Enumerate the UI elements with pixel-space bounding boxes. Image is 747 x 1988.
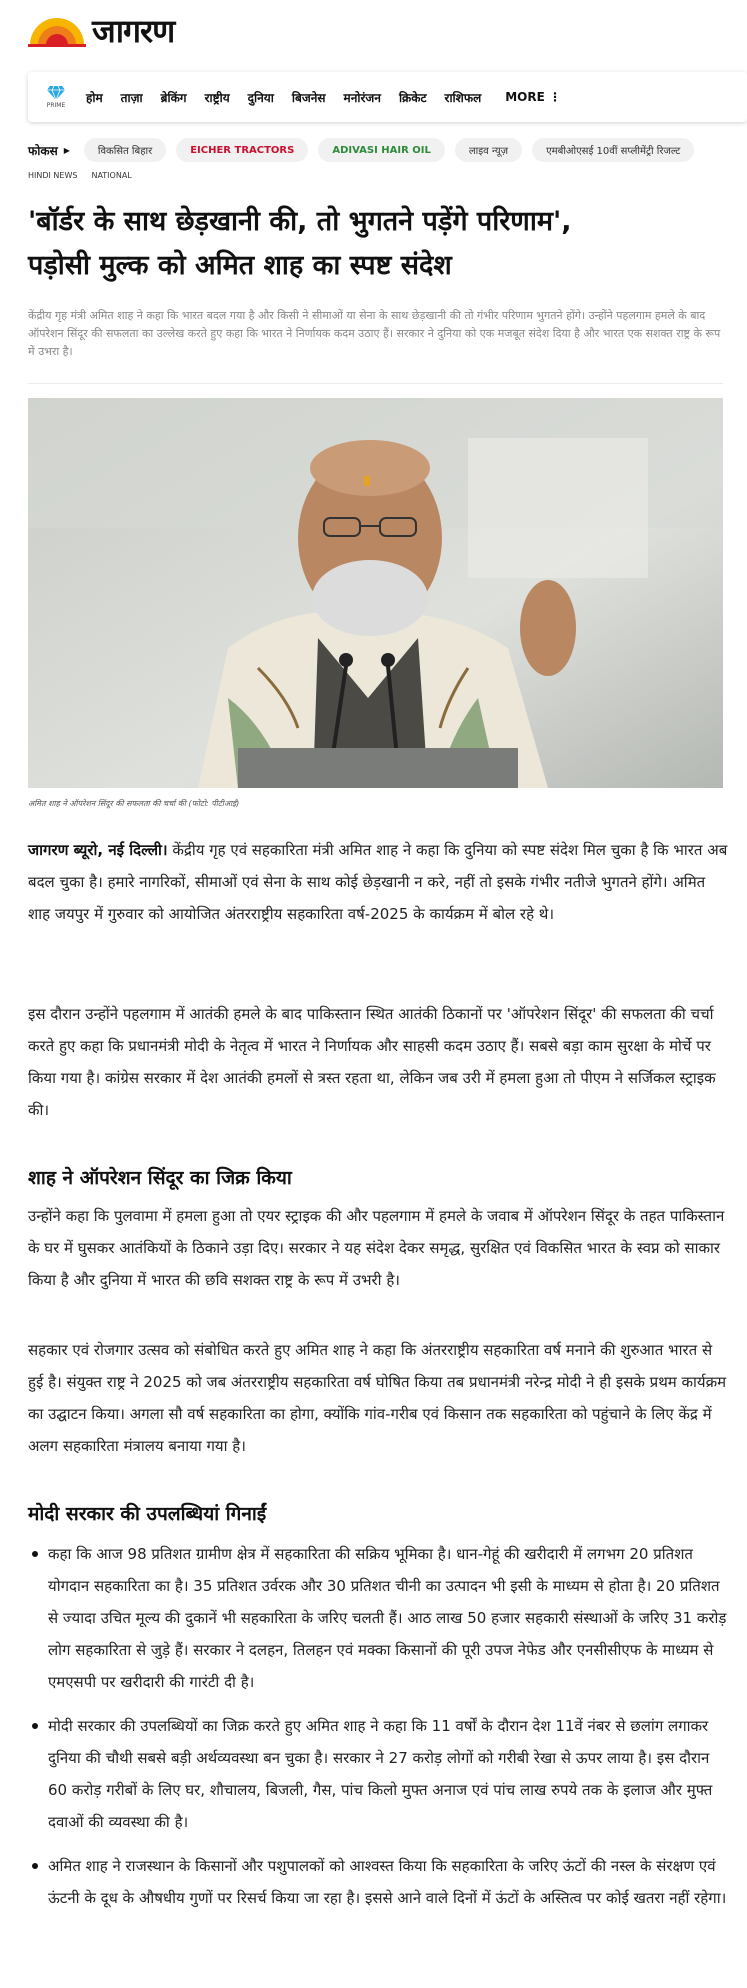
- breadcrumb: [28, 171, 146, 180]
- nav-item-latest[interactable]: ताज़ा: [120, 90, 143, 105]
- nav-more-button[interactable]: MORE ⋮: [505, 90, 561, 104]
- diamond-icon: [46, 85, 66, 101]
- nav-item-business[interactable]: बिजनेस: [291, 90, 326, 105]
- focus-chip[interactable]: लाइव न्यूज़: [455, 138, 522, 162]
- site-logo[interactable]: [28, 10, 174, 50]
- nav-item-cricket[interactable]: क्रिकेट: [398, 90, 427, 105]
- article-title-line: 'बॉर्डर के साथ छेड़खानी की, तो भुगतने पड़ेंगे परिणाम',: [28, 206, 572, 237]
- play-arrow-icon: ▶: [63, 145, 70, 155]
- achievements-list: [28, 1538, 728, 1926]
- prime-button[interactable]: [36, 77, 76, 117]
- list-item: अमित शाह ने राजस्थान के किसानों और पशुपालकों को आश्वस्त किया कि सहकारिता के जरिए ऊंटों की नस्ल के संरक्षण एवं ऊंटनी के दूध के औषधीय गुणों पर रिसर्च किया जा रहा है। इससे आने वाले दिनों में ऊंटों के अस्तित्व पर कोई खतरा नहीं रहेगा।: [28, 1850, 728, 1914]
- focus-chip-sponsored[interactable]: EICHER TRACTORS: [176, 138, 308, 162]
- list-item: कहा कि आज 98 प्रतिशत ग्रामीण क्षेत्र में सहकारिता की सक्रिय भूमिका है। धान-गेहूं की खरीदारी में लगभग 20 प्रतिशत योगदान सहकारिता का है। 35 प्रतिशत उर्वरक और 30 प्रतिशत चीनी का उत्पादन भी इसी के माध्यम से होता है। 20 प्रतिशत से ज्यादा उचित मूल्य की दुकानें भी सहकारिता के जरिए चलती हैं। आठ लाख 50 हजार सहकारी संस्थाओं के जरिए 31 करोड़ लोग सहकारिता से जुड़े हैं। सरकार ने दलहन, तिलहन एवं मक्का किसानों की पूरी उपज नेफेड और एनसीसीएफ के माध्यम से एमएसपी पर खरीदारी की गारंटी दी है।: [28, 1538, 728, 1698]
- paragraph-text: केंद्रीय गृह एवं सहकारिता मंत्री अमित शाह ने कहा कि दुनिया को स्पष्ट संदेश मिल चुका है कि भारत अब बदल चुका है। हमारे नागरिकों, सीमाओं एवं सेना के साथ कोई छेड़खानी न करे, नहीं तो इसके गंभीर नतीजे भुगतने होंगे। अमित शाह जयपुर में गुरुवार को आयोजित अंतरराष्ट्रीय सहकारिता वर्ष-2025 के कार्यक्रम में बोल रहे थे।: [28, 841, 728, 923]
- nav-item-national[interactable]: राष्ट्रीय: [204, 90, 230, 105]
- breadcrumb-item[interactable]: HINDI NEWS: [28, 171, 78, 180]
- list-item: मोदी सरकार की उपलब्धियों का जिक्र करते हुए अमित शाह ने कहा कि 11 वर्षों के दौरान देश 11वें नंबर से छलांग लगाकर दुनिया की चौथी सबसे बड़ी अर्थव्यवस्था बन चुका है। सरकार ने 27 करोड़ लोगों को गरीबी रेखा से ऊपर लाया है। इस दौरान 60 करोड़ गरीबों के लिए घर, शौचालय, बिजली, गैस, पांच किलो मुफ्त अनाज एवं पांच लाख रुपये तक के इलाज और मुफ्त दवाओं की व्यवस्था की है।: [28, 1710, 728, 1838]
- article-paragraph: उन्होंने कहा कि पुलवामा में हमला हुआ तो एयर स्ट्राइक की और पहलगाम में हमले के जवाब में ऑपरेशन सिंदूर के तहत पाकिस्तान के घर में घुसकर आतंकियों के ठिकाने उड़ा दिए। सरकार ने यह संदेश देकर समृद्ध, सुरक्षित एवं विकसित भारत के स्वप्न को साकार किया है और दुनिया में भारत की छवि सशक्त राष्ट्र के रूप में उभरी है।: [28, 1207, 725, 1289]
- nav-item-breaking[interactable]: ब्रेकिंग: [160, 90, 187, 105]
- section-heading: शाह ने ऑपरेशन सिंदूर का जिक्र किया: [28, 1167, 292, 1189]
- focus-label: फोकस: [28, 143, 58, 158]
- article-title: [28, 200, 728, 288]
- nav-item-entertainment[interactable]: मनोरंजन: [343, 90, 381, 105]
- sun-logo-icon: [28, 13, 86, 47]
- article-paragraph: इस दौरान उन्होंने पहलगाम में आतंकी हमले के बाद पाकिस्तान स्थित आतंकी ठिकानों पर 'ऑपरेशन सिंदूर' की सफलता की चर्चा करते हुए कहा कि प्रधानमंत्री मोदी के नेतृत्व में भारत ने निर्णायक और साहसी कदम उठाए हैं। सबसे बड़ा काम सुरक्षा के मोर्चे पर किया गया है। कांग्रेस सरकार में देश आतंकी हमलों से त्रस्त रहता था, लेकिन जब उरी में हमला हुआ तो पीएम ने सर्जिकल स्ट्राइक की।: [28, 1005, 716, 1119]
- focus-bar: [28, 137, 704, 163]
- article-title-line: पड़ोसी मुल्क को अमित शाह का स्पष्ट संदेश: [28, 250, 452, 281]
- breadcrumb-item[interactable]: NATIONAL: [91, 171, 132, 180]
- focus-chip[interactable]: विकसित बिहार: [84, 138, 166, 162]
- prime-label: PRIME: [46, 102, 66, 109]
- nav-item-horoscope[interactable]: राशिफल: [444, 90, 482, 105]
- article-paragraph: सहकार एवं रोजगार उत्सव को संबोधित करते हुए अमित शाह ने कहा कि अंतरराष्ट्रीय सहकारिता वर्ष मनाने की शुरुआत भारत से हुई है। संयुक्त राष्ट्र ने 2025 को जब अंतरराष्ट्रीय सहकारिता वर्ष घोषित किया तब प्रधानमंत्री नरेन्द्र मोदी ने ही इसके प्रथम कार्यक्रम का उद्घाटन किया। अगला सौ वर्ष सहकारिता का होगा, क्योंकि गांव-गरीब एवं किसान तक सहकारिता को पहुंचाने के लिए केंद्र में अलग सहकारिता मंत्रालय बनाया गया है।: [28, 1341, 727, 1455]
- image-caption: अमित शाह ने ऑपरेशन सिंदूर की सफलता की चर्चा की (फोटो: पीटीआई): [28, 799, 240, 808]
- nav-item-world[interactable]: दुनिया: [247, 90, 274, 105]
- divider: [28, 383, 723, 384]
- focus-chip-sponsored[interactable]: ADIVASI HAIR OIL: [318, 138, 445, 162]
- article-hero-image: [28, 398, 723, 788]
- main-nav: [28, 72, 747, 122]
- focus-chip[interactable]: एमबीओएसई 10वीं सप्लीमेंट्री रिजल्ट: [532, 138, 694, 162]
- section-heading: मोदी सरकार की उपलब्धियां गिनाईं: [28, 1503, 267, 1525]
- nav-item-home[interactable]: होम: [86, 90, 103, 105]
- site-name: जागरण: [92, 11, 175, 50]
- article-paragraph: [28, 834, 728, 930]
- dateline: जागरण ब्यूरो, नई दिल्ली।: [28, 841, 168, 859]
- article-summary: केंद्रीय गृह मंत्री अमित शाह ने कहा कि भारत बदल गया है और किसी ने सीमाओं या सेना के साथ छेड़खानी की तो गंभीर परिणाम भुगतने होंगे। उन्होंने पहलगाम हमले के बाद ऑपरेशन सिंदूर की सफलता का उल्लेख करते हुए कहा कि भारत ने निर्णायक कदम उठाए हैं। सरकार ने दुनिया को एक मजबूत संदेश दिया है और भारत एक सशक्त राष्ट्र के रूप में उभरा है।: [28, 309, 721, 358]
